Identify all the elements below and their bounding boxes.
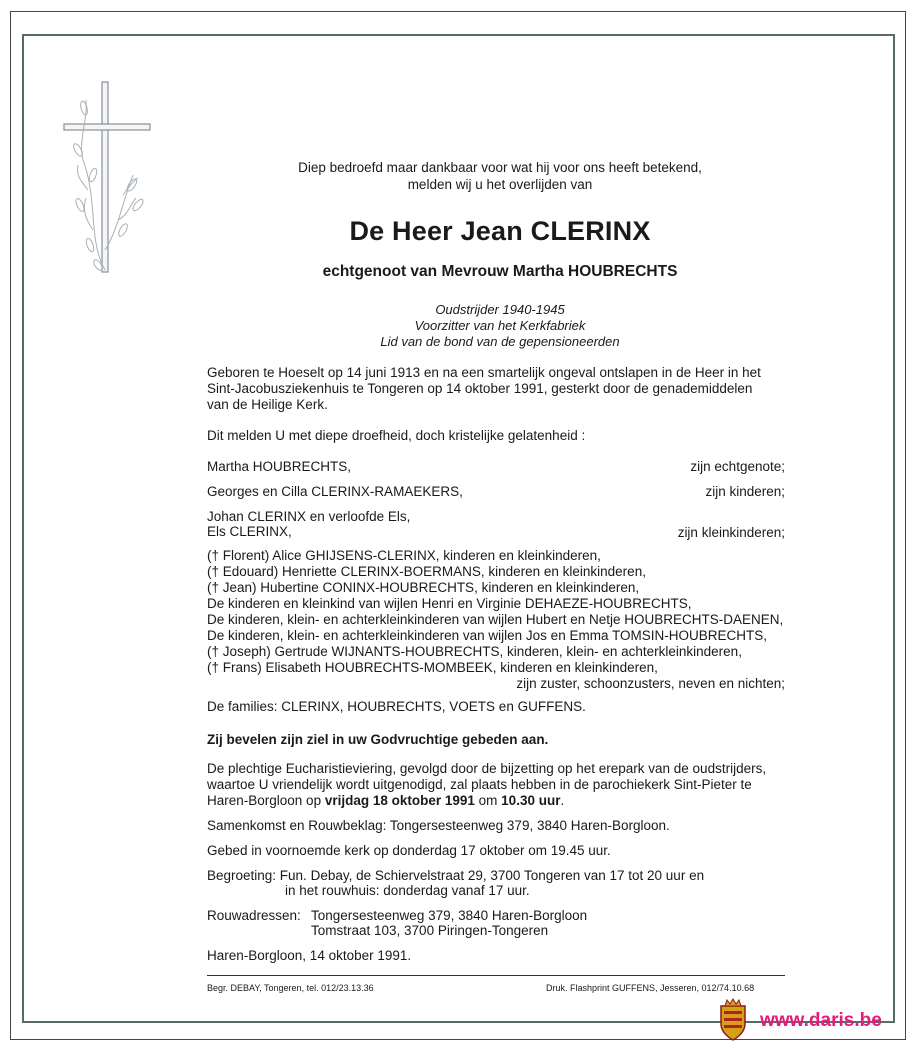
birth-line: van de Heilige Kerk. xyxy=(207,397,328,412)
sibling-line: († Florent) Alice GHIJSENS-CLERINX, kinderen en kleinkinderen, xyxy=(207,548,601,563)
birth-line: Geboren te Hoeselt op 14 juni 1913 en na een smartelijk ongeval ontslapen in de Heer in het xyxy=(207,365,761,380)
spouse-line: echtgenoot van Mevrouw Martha HOUBRECHTS xyxy=(322,263,678,280)
ceremony-time: 10.30 uur xyxy=(501,793,561,808)
title-line: Lid van de bond van de gepensioneerden xyxy=(380,334,620,349)
title-line: Voorzitter van het Kerkfabriek xyxy=(414,318,586,333)
address-line: Tongersesteenweg 379, 3840 Haren-Borgloon xyxy=(311,908,588,923)
sibling-line: († Edouard) Henriette CLERINX-BOERMANS, kinderen en kleinkinderen, xyxy=(207,564,646,579)
addresses-label: Rouwadressen: xyxy=(207,908,301,923)
sibling-line: De kinderen en kleinkind van wijlen Henri en Virginie DEHAEZE-HOUBRECHTS, xyxy=(207,596,692,611)
footer-divider xyxy=(207,975,785,976)
siblings-relation: zijn zuster, schoonzusters, neven en nichten; xyxy=(516,676,785,691)
intro-line-1: Diep bedroefd maar dankbaar voor wat hij voor ons heeft betekend, xyxy=(298,160,702,175)
sibling-line: († Jean) Hubertine CONINX-HOUBRECHTS, kinderen en kleinkinderen, xyxy=(207,580,640,595)
footer-printer: Druk. Flashprint GUFFENS, Jesseren, 012/74.10.68 xyxy=(546,983,755,993)
ceremony-line: waartoe U vriendelijk wordt uitgenodigd, zal plaats hebben in de parochiekerk Sint-Pieter te xyxy=(207,777,752,792)
sibling-line: De kinderen, klein- en achterkleinkinderen van wijlen Hubert en Netje HOUBRECHTS-DAENEN, xyxy=(207,612,784,627)
sibling-line: († Joseph) Gertrude WIJNANTS-HOUBRECHTS, kinderen, klein- en achterkleinkinderen, xyxy=(207,644,742,659)
relative-name: Georges en Cilla CLERINX-RAMAEKERS, xyxy=(207,484,463,499)
relative-relation: zijn kinderen; xyxy=(705,484,785,499)
gathering-line: Samenkomst en Rouwbeklag: Tongersesteenweg 379, 3840 Haren-Borgloon. xyxy=(207,818,670,833)
prayer-service-line: Gebed in voornoemde kerk op donderdag 17 oktober om 19.45 uur. xyxy=(207,843,611,858)
ceremony-text: . xyxy=(560,793,565,808)
watermark-link[interactable]: www.daris.be xyxy=(760,1010,882,1031)
relative-name: Martha HOUBRECHTS, xyxy=(207,459,352,474)
relative-relation: zijn echtgenote; xyxy=(690,459,785,474)
title-line: Oudstrijder 1940-1945 xyxy=(435,302,565,317)
viewing-line: in het rouwhuis: donderdag vanaf 17 uur. xyxy=(285,883,530,898)
place-date: Haren-Borgloon, 14 oktober 1991. xyxy=(207,948,412,963)
cross-icon xyxy=(58,80,158,280)
prayer-request: Zij bevelen zijn ziel in uw Godvruchtige gebeden aan. xyxy=(207,732,549,747)
ceremony-text: om xyxy=(474,793,502,808)
sibling-line: († Frans) Elisabeth HOUBRECHTS-MOMBEEK, kinderen en kleinkinderen, xyxy=(207,660,658,675)
announce-line: Dit melden U met diepe droefheid, doch kristelijke gelatenheid : xyxy=(207,428,586,443)
ceremony-text: Haren-Borgloon op xyxy=(207,793,325,808)
sibling-line: De kinderen, klein- en achterkleinkinderen van wijlen Jos en Emma TOMSIN-HOUBRECHTS, xyxy=(207,628,767,643)
intro-line-2: melden wij u het overlijden van xyxy=(407,177,593,192)
relative-relation: zijn kleinkinderen; xyxy=(677,525,785,540)
viewing-line: Begroeting: Fun. Debay, de Schiervelstraat 29, 3700 Tongeren van 17 tot 20 uur en xyxy=(207,868,705,883)
address-line: Tomstraat 103, 3700 Piringen-Tongeren xyxy=(311,923,549,938)
deceased-name: De Heer Jean CLERINX xyxy=(349,216,651,246)
ceremony-line: De plechtige Eucharistieviering, gevolgd door de bijzetting op het erepark van de oudstrijders, xyxy=(207,761,767,776)
relative-name: Els CLERINX, xyxy=(207,524,292,539)
ceremony-date: vrijdag 18 oktober 1991 xyxy=(324,793,475,808)
families-line: De families: CLERINX, HOUBRECHTS, VOETS en GUFFENS. xyxy=(207,699,586,714)
footer-undertaker: Begr. DEBAY, Tongeren, tel. 012/23.13.36 xyxy=(207,983,374,993)
birth-line: Sint-Jacobusziekenhuis te Tongeren op 14 oktober 1991, gesterkt door de genademiddelen xyxy=(207,381,753,396)
coat-of-arms-icon xyxy=(717,998,749,1042)
ceremony-line xyxy=(207,793,564,809)
relative-name: Johan CLERINX en verloofde Els, xyxy=(207,509,411,524)
